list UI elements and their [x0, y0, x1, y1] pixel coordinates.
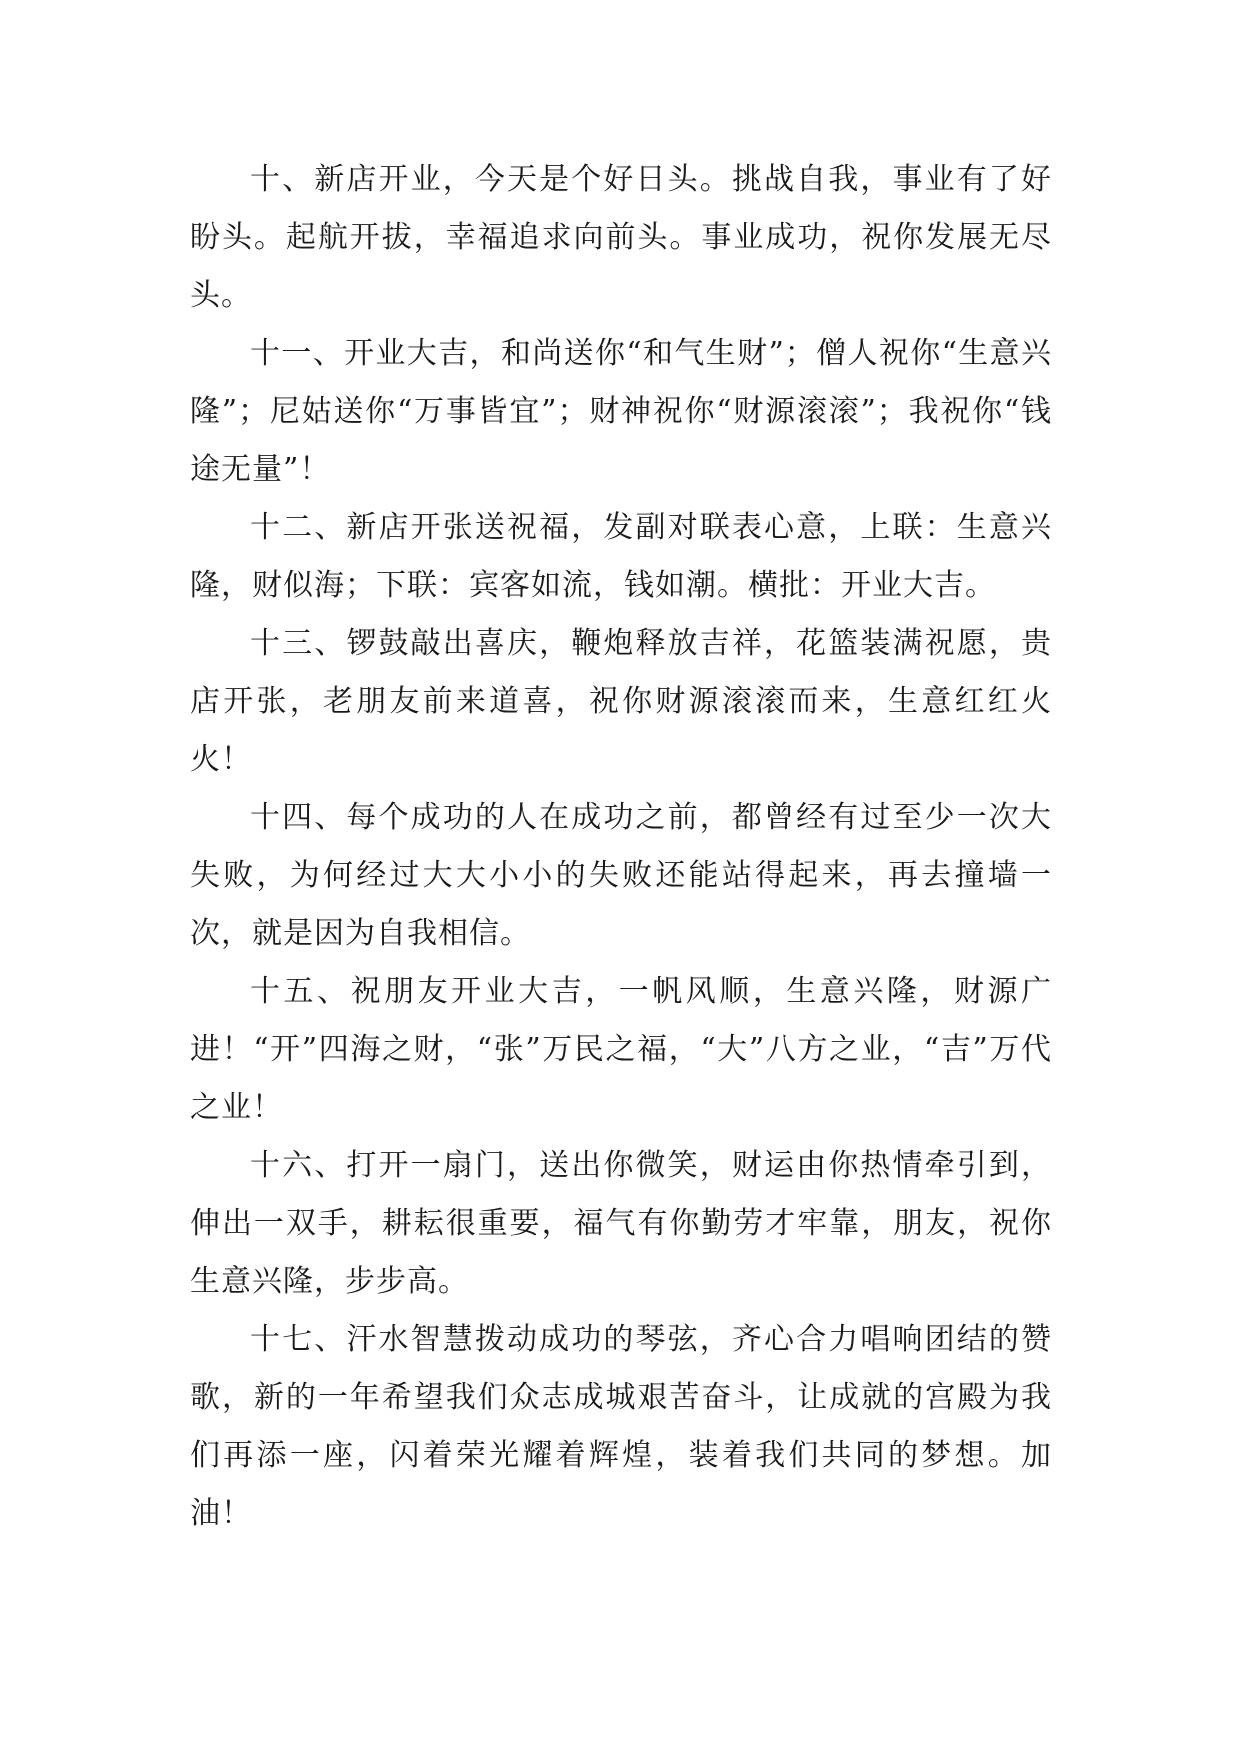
document-body	[190, 151, 1052, 1543]
paragraph-12: 十二、新店开张送祝福，发副对联表心意，上联：生意兴隆，财似海；下联：宾客如流，钱如潮。横批：开业大吉。	[190, 510, 1052, 603]
paragraph-10: 十、新店开业，今天是个好日头。挑战自我，事业有了好盼头。起航开拔，幸福追求向前头。事业成功，祝你发展无尽头。	[190, 162, 1052, 313]
paragraph-11: 十一、开业大吉，和尚送你“和气生财”；僧人祝你“生意兴隆”；尼姑送你“万事皆宜”；财神祝你“财源滚滚”；我祝你“钱途无量”！	[190, 336, 1052, 487]
paragraph-14: 十四、每个成功的人在成功之前，都曾经有过至少一次大失败，为何经过大大小小的失败还能站得起来，再去撞墙一次，就是因为自我相信。	[190, 800, 1052, 951]
paragraph-16: 十六、打开一扇门，送出你微笑，财运由你热情牵引到，伸出一双手，耕耘很重要，福气有你勤劳才牢靠，朋友，祝你生意兴隆，步步高。	[190, 1148, 1052, 1299]
paragraph-13: 十三、锣鼓敲出喜庆，鞭炮释放吉祥，花篮装满祝愿，贵店开张，老朋友前来道喜，祝你财源滚滚而来，生意红红火火！	[190, 626, 1052, 777]
paragraph-17: 十七、汗水智慧拨动成功的琴弦，齐心合力唱响团结的赞歌，新的一年希望我们众志成城艰苦奋斗，让成就的宫殿为我们再添一座，闪着荣光耀着辉煌，装着我们共同的梦想。加油！	[190, 1322, 1052, 1531]
paragraph-15: 十五、祝朋友开业大吉，一帆风顺，生意兴隆，财源广进！“开”四海之财，“张”万民之福，“大”八方之业，“吉”万代之业！	[190, 974, 1052, 1125]
